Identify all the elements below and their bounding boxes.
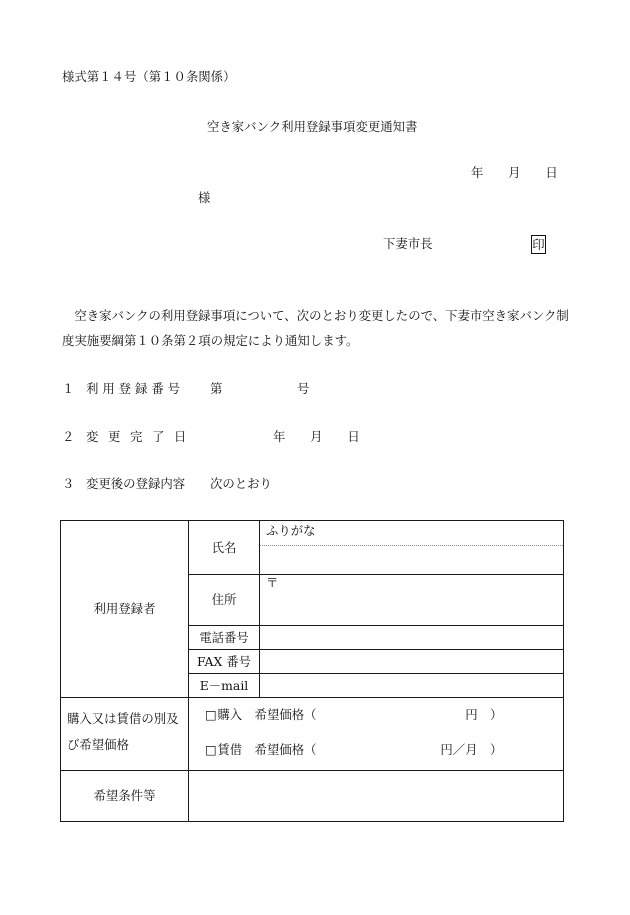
item-number: ３ <box>62 476 75 491</box>
conditions-value-cell <box>189 771 563 821</box>
address-label: 住所 <box>189 575 259 625</box>
change-date-label: 変 更 完 了 日 <box>86 429 185 444</box>
seal-mark: 印 <box>532 237 545 252</box>
address-value-cell <box>260 575 563 625</box>
document-title: 空き家バンク利用登録事項変更通知書 <box>207 119 418 134</box>
rent-checkbox: □ <box>205 742 217 757</box>
name-value-cell <box>260 521 563 574</box>
item-number: ２ <box>62 429 75 444</box>
price-options-cell <box>189 698 563 770</box>
change-date-value: 年 月 日 <box>273 429 360 444</box>
form-number: 様式第１４号（第１０条関係） <box>62 69 236 84</box>
rent-option-text: 賃借 希望価格（ 円／月 ） <box>217 742 503 757</box>
registration-number-prefix: 第 <box>210 381 223 396</box>
registration-number-label: 利 用 登 録 番 号 <box>86 381 181 396</box>
purchase-option <box>205 706 563 724</box>
item-number: １ <box>62 381 75 396</box>
price-label-line: び希望価格 <box>67 737 129 752</box>
price-label-line: 購入又は賃借の別及 <box>67 711 179 726</box>
email-value-cell <box>260 674 563 697</box>
registration-table <box>60 520 564 822</box>
rent-option <box>205 741 563 759</box>
phone-value-cell <box>260 626 563 649</box>
fax-value-cell <box>260 650 563 673</box>
postal-mark: 〒 <box>266 575 279 590</box>
phone-label: 電話番号 <box>189 626 259 649</box>
sender-name: 下妻市長 <box>383 236 433 251</box>
body-line-1: 空き家バンクの利用登録事項について、次のとおり変更したので、下妻市空き家バンク制 <box>62 308 569 323</box>
furigana-label: ふりがな <box>260 521 563 546</box>
body-line-2: 度実施要綱第１０条第２項の規定により通知します。 <box>62 333 359 348</box>
registrant-header: 利用登録者 <box>61 521 188 697</box>
fax-label: FAX 番号 <box>189 650 259 673</box>
issue-date: 年 月 日 <box>471 165 558 180</box>
addressee-suffix: 様 <box>198 190 211 205</box>
registration-number-suffix: 号 <box>297 381 310 396</box>
purchase-checkbox: □ <box>205 707 217 722</box>
purchase-option-text: 購入 希望価格（ 円 ） <box>217 707 503 722</box>
changed-content-label: 変更後の登録内容 <box>86 476 186 491</box>
conditions-label: 希望条件等 <box>61 771 188 821</box>
changed-content-value: 次のとおり <box>210 476 272 491</box>
name-label: 氏名 <box>189 521 259 574</box>
email-label: E－mail <box>189 674 259 697</box>
price-label <box>61 698 188 770</box>
